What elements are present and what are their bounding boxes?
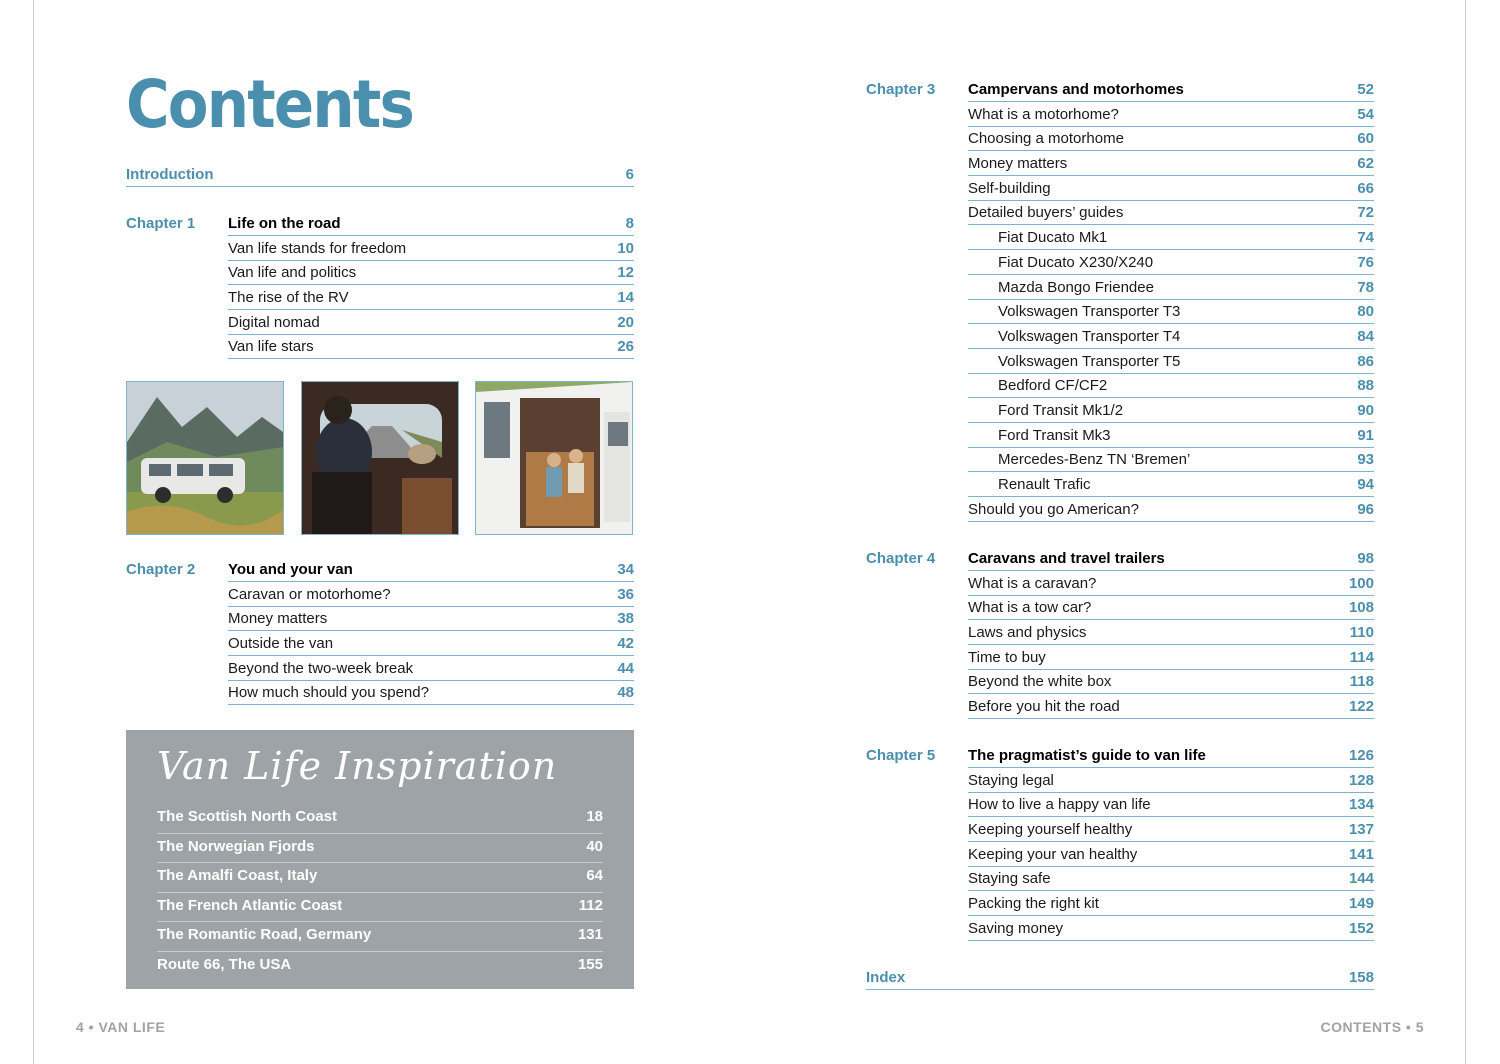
toc-entry-line [968, 277, 1374, 300]
chapter-heading-row[interactable] [126, 213, 634, 238]
page-number: 62 [1357, 155, 1374, 173]
toc-row[interactable] [126, 238, 634, 263]
toc-row[interactable] [866, 202, 1374, 227]
entry-title: How much should you spend? [228, 684, 429, 702]
toc-row[interactable] [866, 400, 1374, 425]
entry-title: Money matters [968, 155, 1068, 173]
toc-entry-line [126, 164, 634, 187]
toc-entry-line [968, 696, 1374, 719]
entry-title: Should you go American? [968, 500, 1139, 518]
inspiration-item[interactable] [157, 834, 603, 864]
toc-row[interactable] [866, 351, 1374, 376]
entry-title: Packing the right kit [968, 895, 1099, 913]
entry-title: Time to buy [968, 648, 1046, 666]
toc-row[interactable] [866, 178, 1374, 203]
page-number: 96 [1357, 500, 1374, 518]
page-edge-right [1465, 0, 1466, 1064]
page-edge-left [33, 0, 34, 1064]
page-number: 38 [617, 610, 634, 628]
chapter-label: Chapter 3 [866, 81, 936, 98]
entry-title: Saving money [968, 919, 1064, 937]
page-number: 91 [1357, 426, 1374, 444]
toc-row[interactable] [126, 584, 634, 609]
chapter-heading-row[interactable] [866, 745, 1374, 770]
entry-title: Renault Trafic [998, 476, 1091, 493]
toc-row[interactable] [866, 227, 1374, 252]
page-number: 86 [1357, 352, 1374, 370]
toc-entry-line [228, 633, 634, 656]
inspiration-title: Van Life Inspiration [157, 744, 558, 788]
entry-title: Fiat Ducato Mk1 [998, 229, 1108, 247]
toc-chapter-2 [126, 559, 634, 707]
toc-row[interactable] [866, 844, 1374, 869]
toc-entry-line [866, 967, 1374, 990]
page-number: 84 [1357, 327, 1374, 345]
inspiration-item[interactable] [157, 952, 603, 982]
inspiration-item[interactable] [157, 804, 603, 834]
page-number: 48 [617, 684, 634, 702]
toc-entry-line [968, 745, 1374, 768]
toc-row[interactable] [866, 104, 1374, 129]
toc-entry-line [228, 287, 634, 310]
entry-title: Ford Transit Mk3 [998, 426, 1111, 444]
page-number: 128 [1348, 771, 1374, 789]
entry-title: Volkswagen Transporter T3 [998, 303, 1181, 321]
entry-title: Choosing a motorhome [968, 130, 1124, 148]
toc-entry-line [968, 400, 1374, 423]
toc-row[interactable] [866, 449, 1374, 474]
photo-strip [126, 381, 634, 535]
toc-row[interactable] [126, 287, 634, 312]
entry-title: Campervans and motorhomes [968, 81, 1184, 98]
page-number: 90 [1357, 401, 1374, 419]
folio-left: 4 • VAN LIFE [76, 1019, 166, 1035]
page-number: 110 [1349, 624, 1374, 642]
entry-title: Detailed buyers’ guides [968, 204, 1124, 222]
index-row[interactable] [866, 967, 1374, 992]
toc-entry-line [968, 104, 1374, 127]
page-number: 144 [1348, 870, 1374, 888]
entry-title: Outside the van [228, 635, 334, 653]
photo-driving-view [301, 381, 459, 535]
page-number: 36 [617, 585, 634, 603]
toc-entry-line [228, 213, 634, 236]
toc-row[interactable] [126, 336, 634, 361]
toc-entry-line [968, 351, 1374, 374]
entry-title: Beyond the white box [968, 673, 1112, 691]
toc-row[interactable] [866, 893, 1374, 918]
entry-title: Volkswagen Transporter T5 [998, 352, 1181, 370]
page-number: 26 [617, 338, 634, 356]
chapter-label: Chapter 5 [866, 747, 936, 764]
page-number: 78 [1357, 278, 1374, 296]
introduction-row[interactable] [126, 164, 634, 189]
inspiration-item[interactable] [157, 893, 603, 923]
entry-title: Keeping yourself healthy [968, 821, 1133, 839]
toc-row[interactable] [866, 794, 1374, 819]
toc-index [866, 967, 1374, 992]
page-number: 126 [1348, 747, 1374, 764]
toc-entry-line [968, 647, 1374, 670]
chapter-label: Chapter 1 [126, 215, 196, 232]
inspiration-item-page: 131 [577, 926, 603, 943]
page-number: 44 [617, 659, 634, 677]
toc-entry-line [968, 153, 1374, 176]
entry-title: Money matters [228, 610, 328, 628]
chapter-heading-row[interactable] [866, 548, 1374, 573]
page-number: 20 [617, 313, 634, 331]
page-number: 6 [625, 166, 634, 183]
page-number: 80 [1357, 303, 1374, 321]
entry-title: Caravans and travel trailers [968, 550, 1165, 567]
entry-title: Staying legal [968, 771, 1054, 789]
entry-title: What is a caravan? [968, 574, 1097, 592]
toc-entry-line [968, 227, 1374, 250]
page-number: 108 [1348, 599, 1374, 617]
inspiration-item-title: The Romantic Road, Germany [157, 926, 372, 943]
toc-row[interactable] [866, 301, 1374, 326]
entry-title: Index [866, 969, 906, 986]
toc-entry-line [968, 548, 1374, 571]
toc-row[interactable] [866, 868, 1374, 893]
toc-row[interactable] [866, 375, 1374, 400]
entry-title: The pragmatist’s guide to van life [968, 747, 1206, 764]
entry-title: Van life stands for freedom [228, 239, 407, 257]
toc-entry-line [968, 128, 1374, 151]
toc-row[interactable] [866, 474, 1374, 499]
entry-title: Van life and politics [228, 264, 357, 282]
page-number: 94 [1357, 476, 1374, 493]
page-number: 60 [1357, 130, 1374, 148]
chapter-label: Chapter 2 [126, 561, 196, 578]
toc-row[interactable] [126, 608, 634, 633]
toc-entry-line [968, 79, 1374, 102]
page-number: 54 [1357, 105, 1374, 123]
chapter-heading-row[interactable] [126, 559, 634, 584]
page-number: 141 [1348, 845, 1374, 863]
toc-chapter-5 [866, 745, 1374, 943]
page-number: 88 [1357, 377, 1374, 395]
page-number: 10 [617, 239, 634, 257]
toc-row[interactable] [866, 918, 1374, 943]
toc-row[interactable] [126, 682, 634, 707]
entry-title: Life on the road [228, 215, 341, 232]
entry-title: The rise of the RV [228, 289, 349, 307]
photo-campervan-mountains [126, 381, 284, 535]
page-number: 118 [1349, 673, 1374, 691]
toc-entry-line [968, 326, 1374, 349]
inspiration-item-page: 64 [586, 867, 603, 884]
toc-row[interactable] [866, 573, 1374, 598]
page-number: 93 [1357, 451, 1374, 469]
entry-title: Ford Transit Mk1/2 [998, 401, 1124, 419]
toc-entry-line [968, 499, 1374, 522]
page-title: Contents [126, 66, 414, 143]
page-number: 134 [1348, 796, 1374, 814]
entry-title: Introduction [126, 166, 214, 183]
inspiration-item-page: 18 [586, 808, 603, 825]
inspiration-item-title: Route 66, The USA [157, 955, 292, 973]
toc-row[interactable] [126, 633, 634, 658]
page-number: 76 [1357, 253, 1374, 271]
page-number: 12 [617, 264, 634, 282]
toc-entry-line [968, 301, 1374, 324]
chapter-heading-row[interactable] [866, 79, 1374, 104]
toc-entry-line [228, 238, 634, 261]
entry-title: You and your van [228, 561, 353, 578]
page-number: 152 [1348, 919, 1374, 937]
page-number: 14 [617, 289, 634, 307]
inspiration-item-page: 40 [586, 837, 603, 855]
entry-title: Laws and physics [968, 624, 1087, 642]
toc-entry-line [968, 844, 1374, 867]
entry-title: Caravan or motorhome? [228, 585, 391, 603]
toc-row[interactable] [866, 326, 1374, 351]
toc-chapter-1 [126, 213, 634, 361]
page-number: 137 [1348, 821, 1374, 839]
entry-title: Mazda Bongo Friendee [998, 278, 1154, 296]
entry-title: Mercedes-Benz TN ‘Bremen’ [998, 451, 1191, 469]
toc-chapter-3 [866, 79, 1374, 523]
entry-title: Before you hit the road [968, 698, 1120, 716]
toc-row[interactable] [126, 658, 634, 683]
page-number: 72 [1357, 204, 1374, 222]
toc-chapter-4 [866, 548, 1374, 721]
toc-entry-line [968, 770, 1374, 793]
page-number: 114 [1349, 648, 1374, 666]
toc-row[interactable] [866, 425, 1374, 450]
page-number: 52 [1357, 81, 1374, 98]
page-number: 42 [617, 635, 634, 653]
inspiration-list [126, 804, 634, 984]
entry-title: Volkswagen Transporter T4 [998, 327, 1181, 345]
toc-entry-line [968, 573, 1374, 596]
page-number: 122 [1348, 698, 1374, 716]
toc-row[interactable] [866, 647, 1374, 672]
toc-entry-line [228, 262, 634, 285]
inspiration-item[interactable] [157, 922, 603, 952]
inspiration-item-title: The Scottish North Coast [157, 808, 338, 825]
toc-entry-line [228, 336, 634, 359]
entry-title: Staying safe [968, 870, 1051, 888]
toc-row[interactable] [866, 252, 1374, 277]
entry-title: Bedford CF/CF2 [998, 377, 1108, 395]
page-number: 98 [1357, 550, 1374, 567]
toc-entry-line [968, 597, 1374, 620]
page-number: 149 [1348, 895, 1374, 913]
toc-row[interactable] [866, 770, 1374, 795]
entry-title: Self-building [968, 179, 1051, 197]
toc-entry-line [968, 893, 1374, 916]
toc-row[interactable] [866, 819, 1374, 844]
toc-row[interactable] [866, 128, 1374, 153]
page-number: 8 [625, 215, 634, 232]
entry-title: Keeping your van healthy [968, 845, 1138, 863]
toc-entry-line [968, 671, 1374, 694]
inspiration-item-title: The Amalfi Coast, Italy [157, 867, 318, 884]
folio-right: CONTENTS • 5 [1320, 1019, 1424, 1035]
entry-title: Beyond the two-week break [228, 659, 414, 677]
toc-row[interactable] [866, 277, 1374, 302]
chapter-label: Chapter 4 [866, 550, 936, 567]
toc-entry-line [968, 474, 1374, 497]
toc-entry-line [968, 375, 1374, 398]
toc-entry-line [228, 559, 634, 582]
inspiration-item-page: 112 [578, 896, 603, 914]
entry-title: What is a motorhome? [968, 105, 1119, 123]
inspiration-item-title: The Norwegian Fjords [157, 837, 315, 855]
photo-van-open-door [475, 381, 633, 535]
entry-title: How to live a happy van life [968, 796, 1151, 814]
inspiration-item[interactable] [157, 863, 603, 893]
inspiration-item-title: The French Atlantic Coast [157, 896, 343, 914]
page-number: 100 [1348, 574, 1374, 592]
toc-entry-line [968, 449, 1374, 472]
toc-entry-line [968, 202, 1374, 225]
toc-entry-line [228, 584, 634, 607]
toc-entry-line [968, 252, 1374, 275]
toc-entry-line [968, 794, 1374, 817]
entry-title: Van life stars [228, 338, 314, 356]
toc-row[interactable] [126, 262, 634, 287]
toc-entry-line [228, 658, 634, 681]
toc-entry-line [228, 682, 634, 705]
toc-row[interactable] [866, 671, 1374, 696]
toc-row[interactable] [866, 597, 1374, 622]
toc-row[interactable] [866, 622, 1374, 647]
toc-row[interactable] [866, 696, 1374, 721]
toc-entry-line [228, 312, 634, 335]
toc-entry-line [968, 178, 1374, 201]
page-number: 158 [1348, 969, 1374, 986]
entry-title: Digital nomad [228, 313, 320, 331]
toc-entry-line [968, 622, 1374, 645]
page-number: 34 [617, 561, 634, 578]
toc-entry-line [968, 868, 1374, 891]
entry-title: What is a tow car? [968, 599, 1092, 617]
page-number: 74 [1357, 229, 1374, 247]
toc-entry-line [228, 608, 634, 631]
entry-title: Fiat Ducato X230/X240 [998, 253, 1154, 271]
toc-entry-line [968, 819, 1374, 842]
inspiration-item-page: 155 [577, 955, 603, 973]
page-number: 66 [1357, 179, 1374, 197]
toc-entry-line [968, 918, 1374, 941]
toc-row[interactable] [126, 312, 634, 337]
toc-row[interactable] [866, 153, 1374, 178]
toc-entry-line [968, 425, 1374, 448]
toc-introduction [126, 164, 634, 189]
toc-row[interactable] [866, 499, 1374, 524]
